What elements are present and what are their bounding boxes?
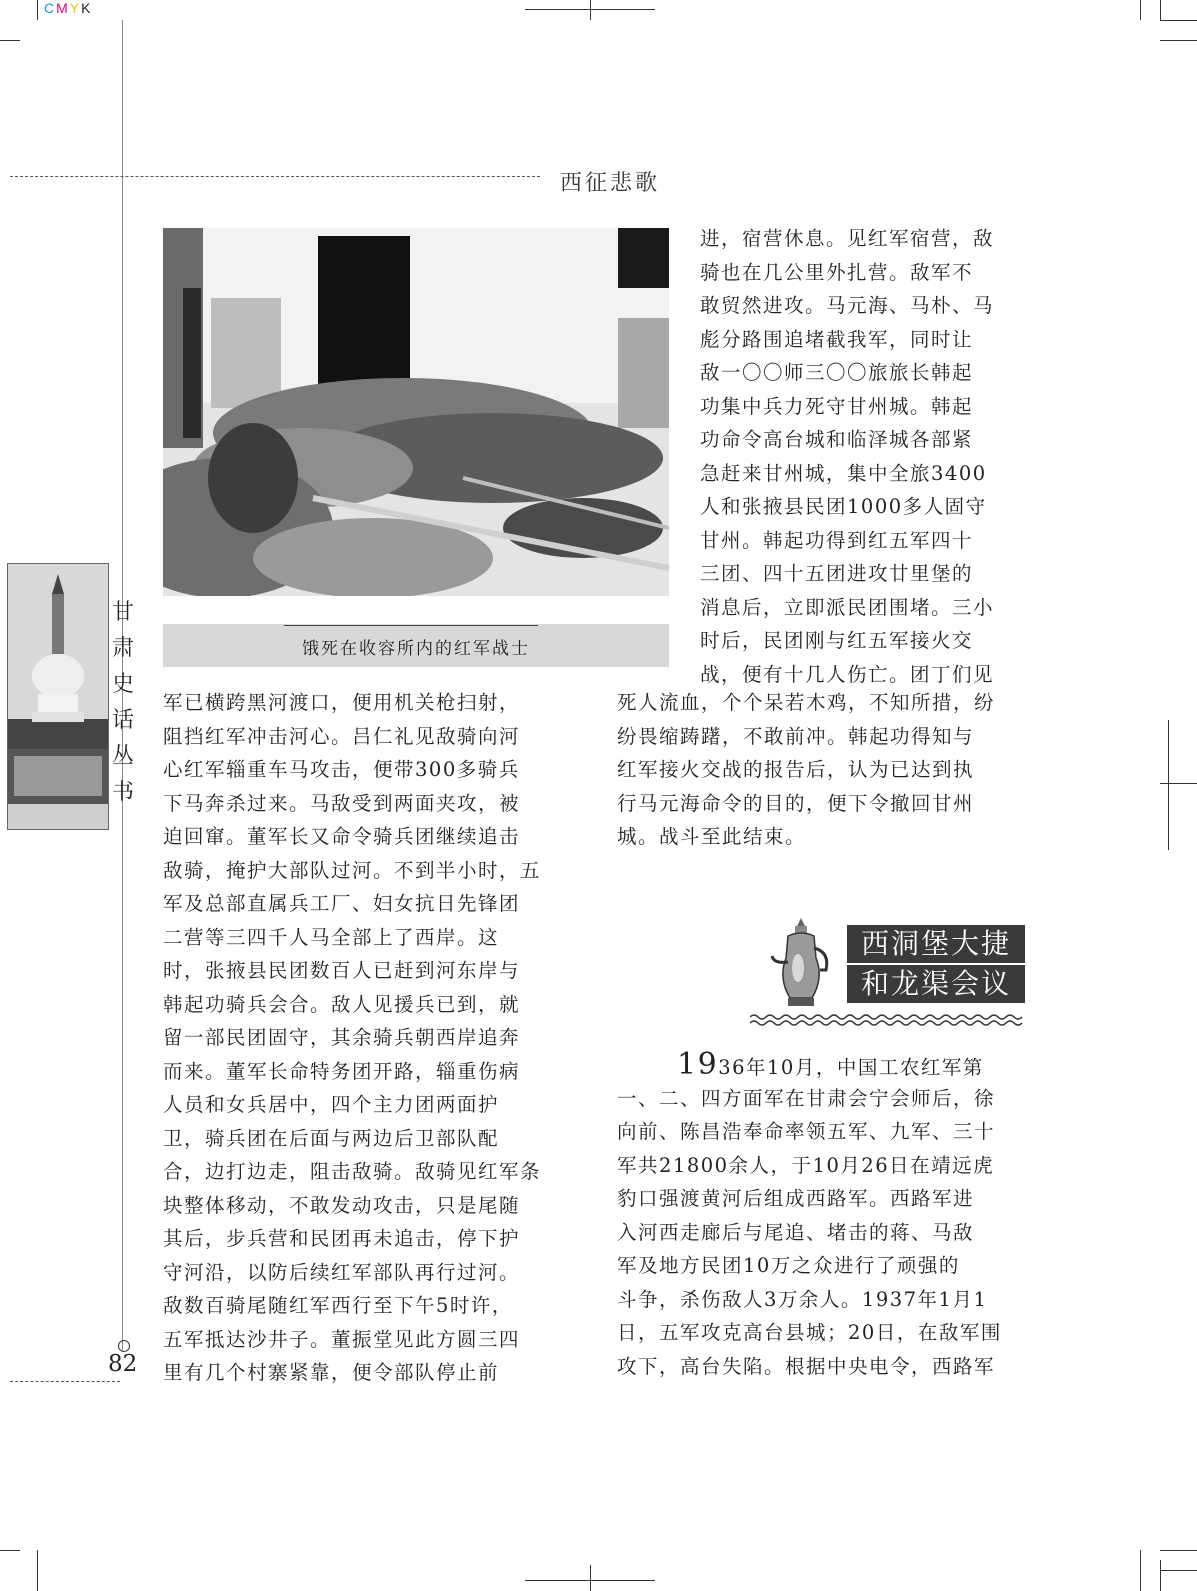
cmyk-m: M bbox=[56, 0, 70, 16]
text-line: 红军接火交战的报告后，认为已达到执 bbox=[617, 758, 975, 781]
section-heading-line-2: 和龙渠会议 bbox=[847, 965, 1025, 1003]
series-char: 甘 bbox=[111, 600, 134, 625]
text-line: 人和张掖县民团1000多人固守 bbox=[700, 495, 987, 518]
text-line: 其后，步兵营和民团再未追击，停下护 bbox=[163, 1227, 521, 1250]
page-number: 82 bbox=[108, 1351, 138, 1377]
text-line: 人员和女兵居中，四个主力团两面护 bbox=[163, 1093, 500, 1116]
text-line: 功集中兵力死守甘州城。韩起 bbox=[700, 394, 974, 418]
text-line: 三团、四十五团进攻廿里堡的 bbox=[700, 562, 974, 585]
text-line: 合，边打边走，阻击敌骑。敌骑见红军条 bbox=[163, 1160, 542, 1183]
series-char: 话 bbox=[111, 708, 134, 733]
kettle-illustration bbox=[768, 918, 834, 1010]
text-line: 急赶来甘州城，集中全旅3400 bbox=[700, 461, 987, 485]
text-line: 豹口强渡黄河后组成西路军。西路军进 bbox=[617, 1187, 975, 1210]
registration-mark bbox=[1168, 720, 1169, 850]
registration-mark bbox=[1160, 783, 1197, 784]
text-line: 下马奔杀过来。马敌受到两面夹攻，被 bbox=[163, 791, 521, 815]
series-char: 书 bbox=[111, 780, 134, 805]
white-pagoda-thumbnail bbox=[7, 563, 109, 830]
text-column-left bbox=[163, 686, 573, 1390]
text-line: 城。战斗至此结束。 bbox=[617, 825, 807, 848]
crop-mark bbox=[1140, 1550, 1141, 1591]
text-line: 一、二、四方面军在甘肃会宁会师后，徐 bbox=[617, 1086, 996, 1110]
running-head: 西征悲歌 bbox=[560, 171, 661, 196]
text-line: 行马元海命令的目的，便下令撤回甘州 bbox=[617, 791, 975, 815]
cmyk-y: Y bbox=[69, 0, 82, 16]
text-column-right-bottom bbox=[617, 1048, 1027, 1383]
series-char: 丛 bbox=[111, 744, 134, 769]
text-line: 功命令高台城和临泽城各部紧 bbox=[700, 428, 974, 451]
text-column-right-top bbox=[700, 222, 1030, 691]
photo-illustration bbox=[163, 228, 669, 596]
crop-mark bbox=[1160, 20, 1197, 21]
crop-mark bbox=[1160, 40, 1197, 41]
series-title-vertical bbox=[110, 595, 136, 811]
registration-mark bbox=[590, 0, 591, 20]
text-line: 日，五军攻克高台县城；20日，在敌军围 bbox=[617, 1321, 1002, 1344]
drop-number: 19 bbox=[677, 1047, 719, 1082]
text-line: 守河沿，以防后续红军部队再行过河。 bbox=[163, 1260, 521, 1284]
text-line: 彪分路围追堵截我军，同时让 bbox=[700, 327, 974, 351]
crop-mark bbox=[1140, 0, 1141, 20]
text-line: 留一部民团固守，其余骑兵朝西岸追奔 bbox=[163, 1026, 521, 1049]
text-line: 二营等三四千人马全部上了西岸。这 bbox=[163, 925, 500, 949]
text-line: 敌骑，掩护大部队过河。不到半小时，五 bbox=[163, 858, 542, 882]
crop-mark bbox=[0, 40, 20, 41]
text-line: 卫，骑兵团在后面与两边后卫部队配 bbox=[163, 1126, 500, 1150]
series-char: 肃 bbox=[111, 636, 134, 661]
text-line: 骑也在几公里外扎营。敌军不 bbox=[700, 260, 974, 284]
crop-mark bbox=[37, 0, 38, 20]
historical-photo bbox=[163, 228, 669, 596]
cmyk-c: C bbox=[44, 0, 57, 16]
series-char: 史 bbox=[111, 672, 134, 697]
cmyk-color-bar bbox=[44, 0, 92, 16]
text-line: 时，张掖县民团数百人已赶到河东岸与 bbox=[163, 959, 521, 982]
caption-rule bbox=[284, 625, 538, 626]
section-heading-line-1: 西洞堡大捷 bbox=[847, 925, 1025, 963]
crop-mark bbox=[1160, 1550, 1197, 1551]
text-line: 纷畏缩踌躇，不敢前冲。韩起功得知与 bbox=[617, 724, 975, 748]
registration-mark bbox=[590, 1565, 591, 1591]
crop-mark bbox=[37, 1550, 38, 1591]
text-line: 敢贸然进攻。马元海、马朴、马 bbox=[700, 294, 995, 317]
text-line: 敌数百骑尾随红军西行至下午5时许， bbox=[163, 1294, 513, 1317]
text-line: 入河西走廊后与尾追、堵击的蒋、马敌 bbox=[617, 1220, 975, 1244]
text-line-first bbox=[617, 1048, 1027, 1082]
text-line: 军共21800余人，于10月26日在靖远虎 bbox=[617, 1153, 995, 1177]
text-line: 攻下，高台失陷。根据中央电令，西路军 bbox=[617, 1354, 996, 1378]
text-line: 心红军辎重车马攻击，便带300多骑兵 bbox=[163, 758, 520, 781]
text-line: 阻挡红军冲击河心。吕仁礼见敌骑向河 bbox=[163, 724, 521, 748]
text-line: 甘州。韩起功得到红五军四十 bbox=[700, 528, 974, 552]
crop-mark bbox=[1160, 0, 1161, 20]
text-line: 韩起功骑兵会合。敌人见援兵已到，就 bbox=[163, 992, 521, 1016]
text-line: 五军抵达沙井子。董振堂见此方圆三四 bbox=[163, 1327, 521, 1351]
crop-mark bbox=[0, 1550, 20, 1551]
text-line: 军及地方民团10万之众进行了顽强的 bbox=[617, 1254, 960, 1277]
photo-caption: 饿死在收容所内的红军战士 bbox=[302, 639, 530, 659]
text-line: 向前、陈昌浩奉命率领五军、九军、三十 bbox=[617, 1120, 996, 1143]
text-line: 消息后，立即派民团围堵。三小 bbox=[700, 595, 995, 619]
header-dashed-rule bbox=[10, 176, 540, 177]
footer-dashed-rule bbox=[10, 1381, 120, 1382]
text-line: 时后，民团刚与红五军接火交 bbox=[700, 629, 974, 652]
text-line: 斗争，杀伤敌人3万余人。1937年1月1 bbox=[617, 1287, 988, 1311]
wave-ornament bbox=[750, 1013, 1026, 1027]
kettle-ornament bbox=[768, 918, 834, 1010]
text-column-right-middle bbox=[617, 686, 1027, 854]
text-line: 而来。董军长命特务团开路，辎重伤病 bbox=[163, 1059, 521, 1083]
text-line: 进，宿营休息。见红军宿营，敌 bbox=[700, 227, 995, 250]
text-line: 军已横跨黑河渡口，便用机关枪扫射， bbox=[163, 691, 521, 714]
text-line-first-rest: 36年10月，中国工农红军第 bbox=[718, 1056, 984, 1079]
crop-mark bbox=[1160, 1560, 1161, 1591]
text-line: 迫回窜。董军长又命令骑兵团继续追击 bbox=[163, 825, 521, 848]
text-line: 块整体移动，不敢发动攻击，只是尾随 bbox=[163, 1193, 521, 1217]
text-line: 战，便有十几人伤亡。团丁们见 bbox=[700, 662, 995, 686]
text-line: 死人流血，个个呆若木鸡，不知所措，纷 bbox=[617, 691, 996, 714]
text-line: 敌一〇〇师三〇〇旅旅长韩起 bbox=[700, 361, 974, 384]
pagoda-illustration bbox=[8, 564, 108, 829]
crop-mark bbox=[1160, 1570, 1197, 1571]
text-line: 里有几个村寨紧靠，便令部队停止前 bbox=[163, 1361, 500, 1384]
cmyk-k: K bbox=[81, 0, 93, 16]
text-line: 军及总部直属兵工厂、妇女抗日先锋团 bbox=[163, 892, 521, 915]
